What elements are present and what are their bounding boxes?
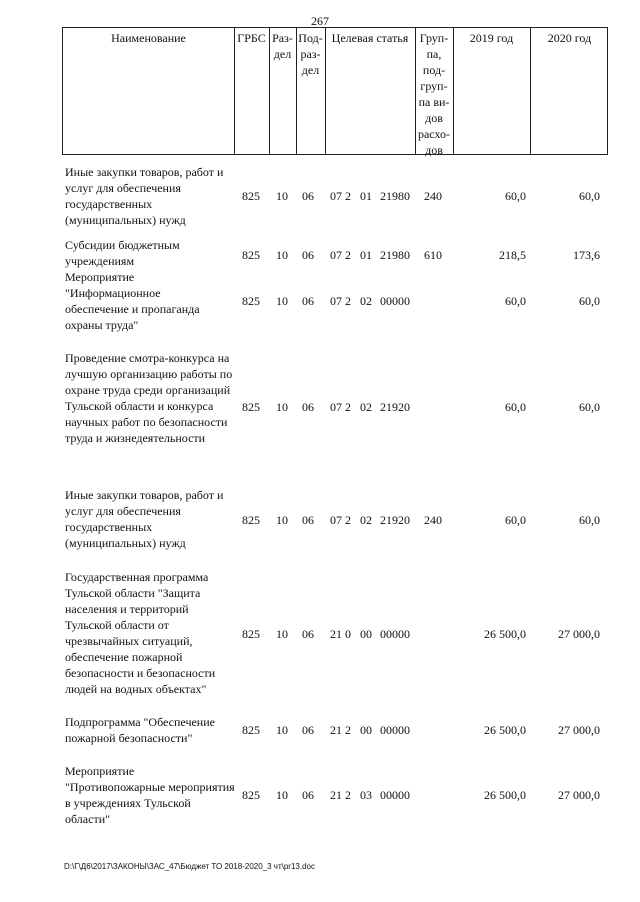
row-podrazdel: 06: [302, 400, 314, 414]
row-2019: 60,0: [505, 294, 526, 308]
row-razdel: 10: [276, 627, 288, 641]
row-name: Иные закупки товаров, работ и услуг для обеспечения государственных (муниципальных) нужд: [65, 165, 224, 227]
row-razdel: 10: [276, 723, 288, 737]
row-grbs: 825: [242, 294, 260, 308]
row-grbs: 825: [242, 723, 260, 737]
row-group: 610: [424, 248, 442, 262]
row-podrazdel: 06: [302, 788, 314, 802]
row-target-event: 01: [360, 189, 372, 203]
row-grbs: 825: [242, 189, 260, 203]
row-target-event: 01: [360, 248, 372, 262]
header-podrazdel: Под-раз-дел: [298, 31, 323, 77]
file-path-footer: D:\Г\Д6\2017\ЗАКОНЫ\ЗАС_47\Бюджет ТО 2018-2020_3 чт\pr13.doc: [64, 862, 315, 871]
header-group: Груп-па, под-груп-па ви-дов расхо-дов: [417, 31, 451, 157]
row-target-program: 21 2: [330, 723, 351, 737]
row-grbs: 825: [242, 513, 260, 527]
row-target-event: 02: [360, 294, 372, 308]
row-2019: 26 500,0: [484, 723, 526, 737]
row-target-program: 21 2: [330, 788, 351, 802]
row-2020: 27 000,0: [558, 723, 600, 737]
row-podrazdel: 06: [302, 627, 314, 641]
row-target-direction: 21980: [380, 248, 410, 262]
row-podrazdel: 06: [302, 513, 314, 527]
row-2019: 60,0: [505, 400, 526, 414]
row-target-event: 02: [360, 513, 372, 527]
row-2020: 173,6: [573, 248, 600, 262]
header-2019: 2019 год: [469, 31, 514, 45]
row-target-program: 07 2: [330, 248, 351, 262]
row-grbs: 825: [242, 627, 260, 641]
row-target-direction: 21920: [380, 400, 410, 414]
row-group: 240: [424, 513, 442, 527]
col-divider: [453, 28, 454, 154]
row-2019: 60,0: [505, 513, 526, 527]
header-name: Наименование: [111, 31, 186, 45]
row-razdel: 10: [276, 788, 288, 802]
row-target-program: 21 0: [330, 627, 351, 641]
row-grbs: 825: [242, 248, 260, 262]
row-name: Субсидии бюджетным учреждениям: [65, 238, 180, 268]
row-razdel: 10: [276, 400, 288, 414]
col-divider: [325, 28, 326, 154]
row-grbs: 825: [242, 400, 260, 414]
row-razdel: 10: [276, 294, 288, 308]
row-razdel: 10: [276, 248, 288, 262]
row-target-event: 03: [360, 788, 372, 802]
row-target-direction: 21980: [380, 189, 410, 203]
row-2020: 60,0: [579, 189, 600, 203]
header-2020: 2020 год: [547, 31, 592, 45]
row-2019: 26 500,0: [484, 627, 526, 641]
row-2020: 60,0: [579, 294, 600, 308]
row-2019: 26 500,0: [484, 788, 526, 802]
row-target-program: 07 2: [330, 400, 351, 414]
row-podrazdel: 06: [302, 723, 314, 737]
row-podrazdel: 06: [302, 294, 314, 308]
row-podrazdel: 06: [302, 189, 314, 203]
row-target-event: 00: [360, 723, 372, 737]
row-target-direction: 00000: [380, 788, 410, 802]
row-target-direction: 00000: [380, 294, 410, 308]
row-razdel: 10: [276, 513, 288, 527]
row-target-program: 07 2: [330, 513, 351, 527]
header-grbs: ГРБС: [237, 31, 266, 45]
table-header: [62, 27, 608, 155]
row-target-event: 00: [360, 627, 372, 641]
col-divider: [530, 28, 531, 154]
row-2019: 218,5: [499, 248, 526, 262]
row-target-direction: 00000: [380, 627, 410, 641]
row-target-program: 07 2: [330, 294, 351, 308]
page-number: 267: [311, 14, 329, 28]
header-target: Целевая статья: [331, 31, 409, 45]
row-grbs: 825: [242, 788, 260, 802]
header-razdel: Раз-дел: [272, 31, 293, 61]
row-podrazdel: 06: [302, 248, 314, 262]
row-target-direction: 21920: [380, 513, 410, 527]
row-2020: 60,0: [579, 513, 600, 527]
row-name: Проведение смотра-конкурса на лучшую организацию работы по охране труда среди организаций Тульской области и конкурса научных работ по безопасности труда и жизнедеятельности: [65, 351, 233, 445]
row-name: Иные закупки товаров, работ и услуг для обеспечения государственных (муниципальных) нужд: [65, 488, 224, 550]
row-target-direction: 00000: [380, 723, 410, 737]
row-2020: 60,0: [579, 400, 600, 414]
row-name: Мероприятие "Информационное обеспечение и пропаганда охраны труда": [65, 270, 200, 332]
row-razdel: 10: [276, 189, 288, 203]
row-target-event: 02: [360, 400, 372, 414]
col-divider: [234, 28, 235, 154]
row-2020: 27 000,0: [558, 627, 600, 641]
row-name: Государственная программа Тульской области "Защита населения и территорий Тульской области от чрезвычайных ситуаций, обеспечение пожарной безопасности и безопасности людей на водных объектах": [65, 570, 216, 696]
row-name: Подпрограмма "Обеспечение пожарной безопасности": [65, 715, 215, 745]
row-2019: 60,0: [505, 189, 526, 203]
row-name: Мероприятие "Противопожарные мероприятия в учреждениях Тульской области": [65, 764, 235, 826]
row-target-program: 07 2: [330, 189, 351, 203]
row-2020: 27 000,0: [558, 788, 600, 802]
row-group: 240: [424, 189, 442, 203]
